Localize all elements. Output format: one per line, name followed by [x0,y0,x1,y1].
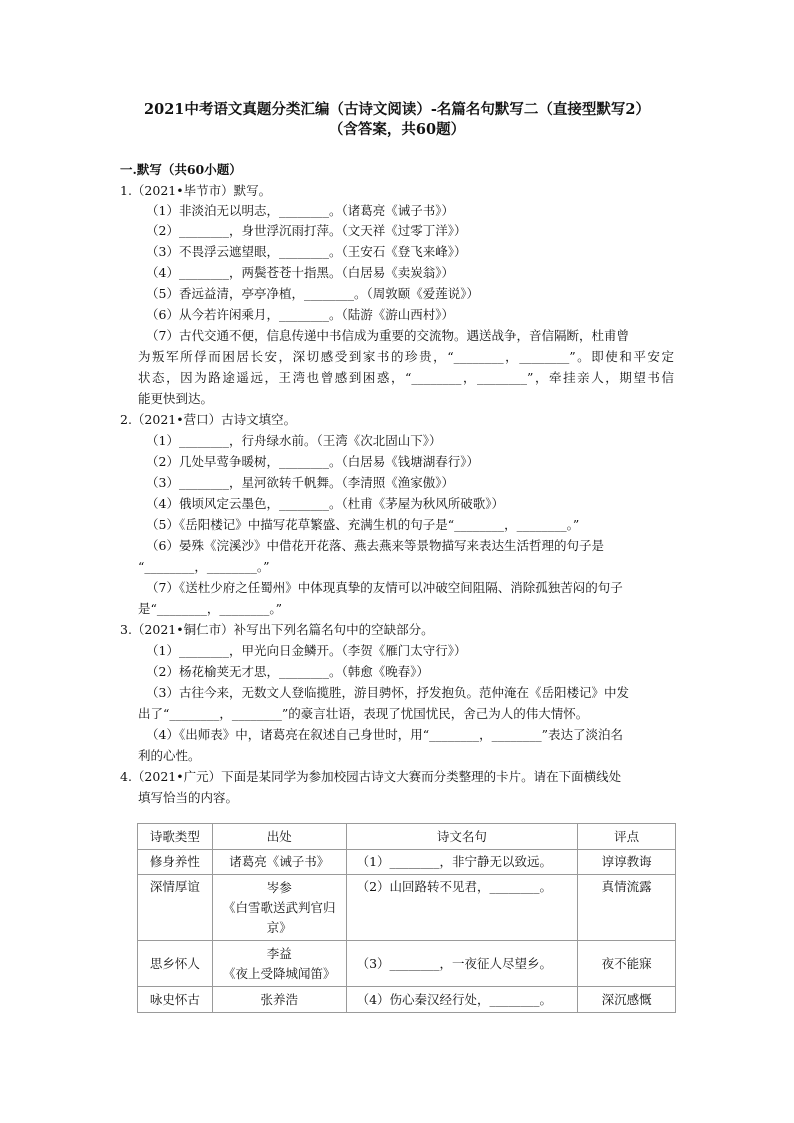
question-2-item: （2）几处早莺争暖树，________。（白居易《钱塘湖春行》） [146,454,479,469]
source-author: 岑参 [266,879,292,895]
source-cell [212,987,346,1013]
question-3-item: （1）________，甲光向日金鳞开。（李贺《雁门太守行》） [146,643,467,658]
question-3-stem: 3.（2021•铜仁市）补写出下列名篇名句中的空缺部分。 [120,622,434,637]
comment-cell: 真情流露 [578,875,676,941]
table-header-cell: 出处 [212,824,346,850]
poetry-card-table [137,823,676,1013]
poem-line-cell: （1）________，非宁静无以致远。 [346,850,578,875]
source-author: 李益 [266,945,292,961]
question-3-item: （2）杨花榆荚无才思，________。（韩愈《晚春》） [146,664,429,679]
question-4-stem-cont: 填写恰当的内容。 [138,790,239,805]
poem-line-cell: （4）伤心秦汉经行处，________。 [346,987,578,1013]
poem-type-cell: 修身养性 [138,850,213,875]
question-3-para3-line: 出了“________，________”的豪言壮语，表现了忧国忧民，舍己为人的伟大情怀。 [138,706,589,721]
source-title: 《夜上受降城闻笛》 [222,965,336,981]
question-1-para7-line: （7）古代交通不便，信息传递中书信成为重要的交流物。遇送战争，音信隔断，杜甫曾 [146,328,629,343]
question-1-para7-line: 状态，因为路途遥远，王湾也曾感到困惑，“________，________”，牵挂亲人，期望书信 [138,370,674,385]
question-2-item: （5）《岳阳楼记》中描写花草繁盛、充满生机的句子是“________，________。” [146,517,580,532]
question-1-item: （6）从今若许闲乘月，________。（陆游《游山西村》） [146,307,454,322]
question-2-para6-line: “________，________。” [138,559,270,574]
table-row [138,850,676,875]
question-2-para7-line: （7）《送杜少府之任蜀州》中体现真挚的友情可以冲破空间阻隔、消除孤独苦闷的句子 [146,580,623,595]
source-cell [212,941,346,987]
poem-line-cell: （3）________，一夜征人尽望乡。 [346,941,578,987]
question-2-item: （4）俄顷风定云墨色，________。（杜甫《茅屋为秋风所破歌》） [146,496,504,511]
comment-cell: 夜不能寐 [578,941,676,987]
question-2-stem: 2.（2021•营口）古诗文填空。 [120,412,297,427]
doc-title-line2: （含答案，共60题） [328,121,466,138]
poem-type-cell: 思乡怀人 [138,941,213,987]
table-header-cell: 诗文名句 [346,824,578,850]
table-row [138,875,676,941]
source-text: 诸葛亮《诫子书》 [229,854,330,869]
question-2-item: （3）________，星河欲转千帆舞。（李清照《渔家傲》） [146,475,454,490]
question-1-para7-line: 为叛军所俘而困居长安，深切感受到家书的珍贵，“________，________”。即使和平安定 [138,349,674,364]
doc-title-line1: 2021中考语文真题分类汇编（古诗文阅读）-名篇名句默写二（直接型默写2） [144,101,650,118]
question-3-para4-line: （4）《出师表》中，诸葛亮在叙述自己身世时，用“________，________”表达了淡泊名 [146,727,623,742]
question-1-item: （5）香远益清，亭亭净植，________。（周敦颐《爱莲说》） [146,286,479,301]
question-3-para3-line: （3）古往今来，无数文人登临揽胜，游目骋怀，抒发抱负。范仲淹在《岳阳楼记》中发 [146,685,629,700]
question-2-item: （1）________，行舟绿水前。（王湾《次北固山下》） [146,433,442,448]
table-header-cell: 诗歌类型 [138,824,213,850]
question-1-item: （4）________，两鬓苍苍十指黑。（白居易《卖炭翁》） [146,265,454,280]
question-4-stem: 4.（2021•广元）下面是某同学为参加校园古诗文大赛而分类整理的卡片。请在下面横线处 [120,769,622,784]
table-row [138,941,676,987]
table-header-cell: 评点 [578,824,676,850]
comment-cell: 深沉感慨 [578,987,676,1013]
table-row [138,987,676,1013]
poem-line-cell: （2）山回路转不见君，________。 [346,875,578,941]
section-heading: 一.默写（共60小题） [120,162,242,177]
source-title-cont: 京》 [266,919,292,935]
source-title: 《白雪歌送武判官归 [222,899,336,915]
source-text: 张养浩 [260,991,298,1007]
question-2-para6-line: （6）晏殊《浣溪沙》中借花开花落、燕去燕来等景物描写来表达生活哲理的句子是 [146,538,604,553]
comment-cell: 谆谆教诲 [578,850,676,875]
source-cell [212,875,346,941]
question-1-stem: 1.（2021•毕节市）默写。 [120,183,272,198]
question-1-item: （3）不畏浮云遮望眼，________。（王安石《登飞来峰》） [146,244,467,259]
poem-type-cell: 深情厚谊 [138,875,213,941]
source-cell [212,850,346,875]
question-1-item: （1）非淡泊无以明志，________。（诸葛亮《诫子书》） [146,203,454,218]
table-header-row [138,824,676,850]
question-2-para7-line: 是“________，________。” [138,601,283,616]
question-1-item: （2）________，身世浮沉雨打萍。（文天祥《过零丁洋》） [146,223,467,238]
poem-type-cell: 咏史怀古 [138,987,213,1013]
question-3-para4-line: 利的心性。 [138,748,201,763]
question-1-para7-line: 能更快到达。 [138,391,214,406]
